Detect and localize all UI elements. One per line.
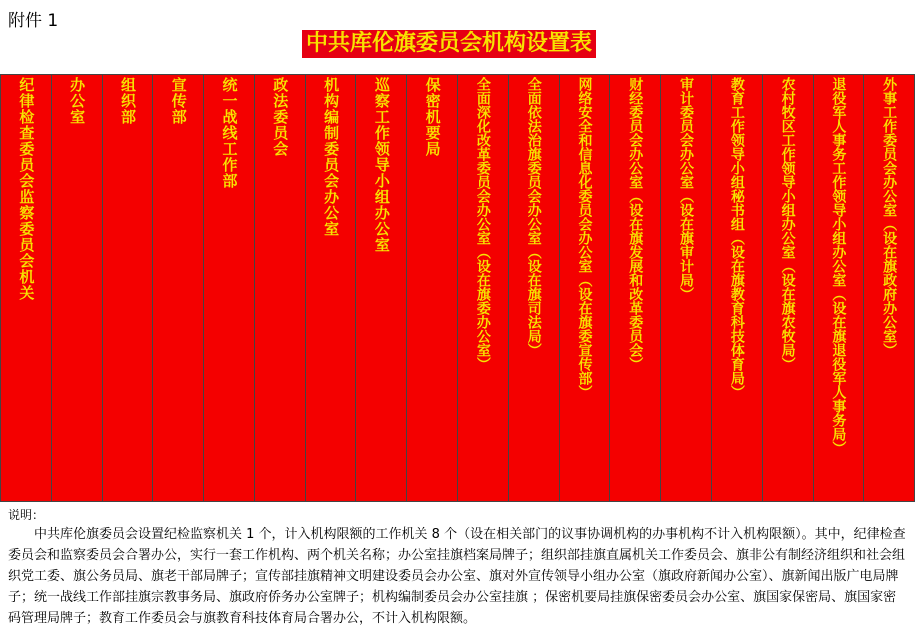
org-name: 统一战线工作部 [220, 77, 239, 189]
org-name: 纪律检查委员会监察委员会机关 [17, 77, 36, 301]
org-name: 宣传部 [169, 77, 188, 125]
org-name: 巡察工作领导小组办公室 [372, 77, 391, 253]
org-column-united-front [204, 75, 255, 501]
notes-section [8, 506, 908, 629]
org-name: 组织部 [118, 77, 137, 125]
org-name: 教育工作领导小组秘书组（设在旗教育科技体育局） [728, 77, 745, 399]
org-column-rural-pastoral [763, 75, 814, 501]
notes-label: 说明： [8, 508, 45, 522]
org-column-discipline-inspection [0, 75, 52, 501]
org-column-finance [610, 75, 661, 501]
org-name: 政法委员会 [271, 77, 290, 157]
org-name: 网络安全和信息化委员会办公室（设在旗委宣传部） [576, 77, 593, 399]
org-column-inspection-tour [356, 75, 407, 501]
org-column-organization [103, 75, 154, 501]
attachment-label: 附件 1 [8, 11, 59, 31]
org-name: 保密机要局 [423, 77, 442, 157]
org-column-staffing [306, 75, 357, 501]
org-column-publicity [153, 75, 204, 501]
org-name: 退役军人事务工作领导小组办公室（设在旗退役军人事务局） [830, 77, 847, 455]
org-name: 办公室 [68, 77, 87, 125]
org-name: 外事工作委员会办公室（设在旗政府办公室） [881, 77, 898, 357]
org-name: 机构编制委员会办公室 [322, 77, 341, 237]
org-column-audit [661, 75, 712, 501]
table-title: 中共库伦旗委员会机构设置表 [302, 30, 596, 58]
org-name: 全面依法治旗委员会办公室（设在旗司法局） [525, 77, 542, 357]
org-name: 财经委员会办公室（设在旗发展和改革委员会） [627, 77, 644, 371]
org-name: 全面深化改革委员会办公室（设在旗委办公室） [474, 77, 491, 371]
org-name: 农村牧区工作领导小组办公室（设在旗农牧局） [779, 77, 796, 371]
notes-body: 中共库伦旗委员会设置纪检监察机关 1 个，计入机构限额的工作机关 8 个（设在相关部门的议事协调机构的办事机构不计入机构限额）。其中，纪律检查委员会和监察委员会合署办公，实行一套工作机构、两个机关名称；办公室挂旗档案局牌子；组织部挂旗直属机关工作委员会、旗非公有制经济组织和社会组织党工委、旗公务员局、旗老干部局牌子；宣传部挂旗精神文明建设委员会办公室、旗对外宣传领导小组办公室（旗政府新闻办公室）、旗新闻出版广电局牌子；统一战线工作部挂旗宗教事务局、旗政府侨务办公室牌子；机构编制委员会办公室挂旗 ；保密机要局挂旗保密委员会办公室、旗国家保密局、旗国家密码管理局牌子；教育工作委员会与旗教育科技体育局合署办公，不计入机构限额。 [8, 527, 906, 626]
org-column-rule-of-law [509, 75, 560, 501]
org-column-veterans [814, 75, 865, 501]
org-column-education [712, 75, 763, 501]
org-column-reform [458, 75, 509, 501]
org-name: 审计委员会办公室（设在旗审计局） [678, 77, 695, 301]
org-column-cyber-security [560, 75, 611, 501]
org-column-political-legal [255, 75, 306, 501]
org-column-general-office [52, 75, 103, 501]
org-table [0, 74, 915, 502]
org-column-confidential [407, 75, 458, 501]
org-column-foreign-affairs [864, 75, 915, 501]
